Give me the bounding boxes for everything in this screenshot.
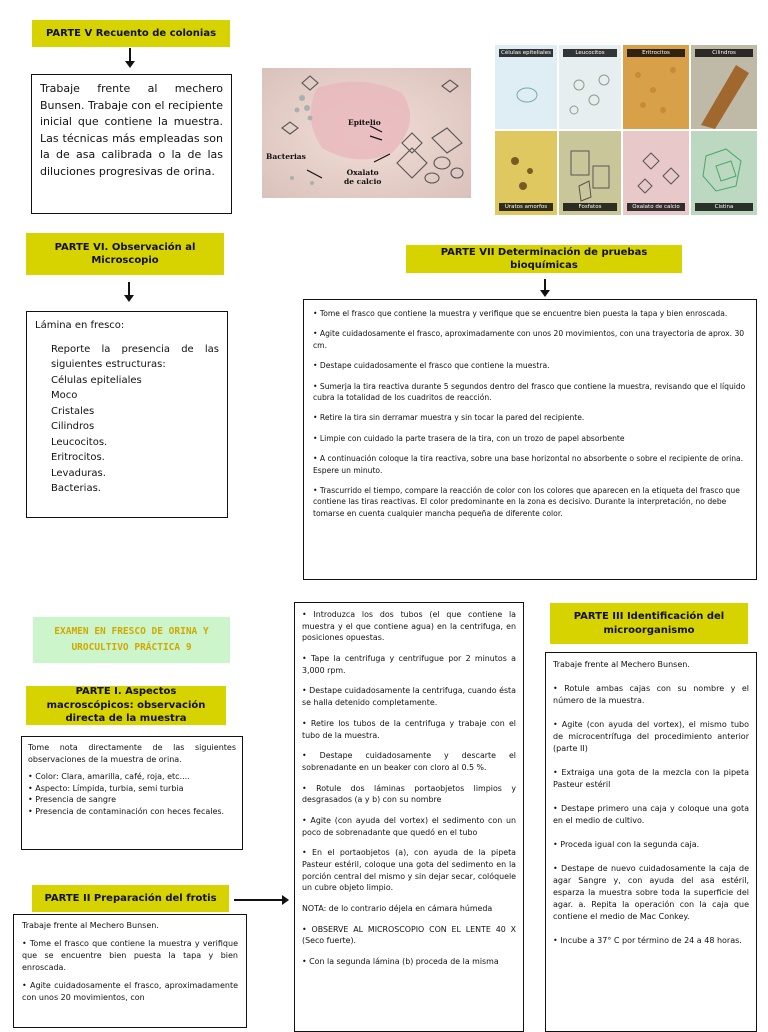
tile-label: Uratos amorfos: [499, 203, 553, 211]
list-item: Cristales: [51, 405, 95, 417]
arrow-down-icon: [544, 279, 546, 291]
parte6-list: [51, 373, 219, 497]
tile-leucocitos: [559, 45, 621, 129]
step: • OBSERVE AL MICROSCOPIO CON EL LENTE 40 X (Seco fuerte).: [302, 924, 516, 946]
epitelio-label: Epitelio: [348, 118, 381, 127]
parte7-box: [303, 299, 757, 580]
tile-cilindros: [691, 45, 757, 129]
step: • Con la segunda lámina (b) proceda de la misma: [302, 957, 499, 967]
step: • En el portaobjetos (a), con ayuda de la pipeta Pasteur estéril, coloque una gota del sedimento en la porción central del mismo y sin dejar secar, colóquele un cubre objeto limpio.: [302, 848, 516, 893]
urine-sediment-photo: [262, 68, 471, 198]
arrow-down-icon: [129, 48, 131, 62]
tile-grid: [495, 45, 757, 215]
parte6-header: PARTE VI. Observación al Microscopio: [26, 233, 224, 275]
parte1-header: PARTE I. Aspectos macroscópicos: observación directa de la muestra: [26, 686, 226, 725]
tile-label: Cilindros: [695, 49, 753, 57]
step: • Agite cuidadosamente el frasco, aproximadamente con unos 20 movimientos, con una trayectoria de aprox. 30 cm.: [313, 329, 745, 350]
parte1-box: [21, 736, 243, 850]
step: • Destape cuidadosamente el frasco que contiene la muestra.: [313, 361, 550, 371]
tile-label: Cistina: [695, 203, 753, 211]
tile-eritrocitos: [623, 45, 689, 129]
step: • Limpie con cuidado la parte trasera de la tira, con un trozo de papel absorbente: [313, 433, 625, 443]
step: • Destape de nuevo cuidadosamente la caja de agar Sangre y, con ayuda del asa estéril, esparza la muestra sobre toda la superficie del agar. a. Repita la operación con la caja que contiene el medio de Mac Conkey.: [553, 864, 749, 921]
cell-icon: [623, 45, 689, 129]
list-item: • Aspecto: Límpida, turbia, semi turbia: [28, 783, 184, 793]
list-item: Cilindros: [51, 421, 95, 432]
list-item: Levaduras.: [51, 467, 106, 479]
step: • Tape la centrifuga y centrifugue por 2 minutos a 3,000 rpm.: [302, 654, 516, 675]
parte6-lead: Reporte la presencia de las siguientes estructuras:: [51, 343, 219, 370]
step: • Extraiga una gota de la mezcla con la pipeta Pasteur estéril: [553, 768, 749, 789]
list-item: • Color: Clara, amarilla, café, roja, etc....: [28, 772, 190, 782]
tile-label: Oxalato de calcio: [627, 203, 685, 211]
cylinder-icon: [691, 45, 757, 129]
list-item: Bacterias.: [51, 483, 101, 494]
step: • A continuación coloque la tira reactiva, sobre una base horizontal no absorbente o sobre el recipiente de orina. Espere un minuto.: [313, 454, 744, 475]
list-item: Células epiteliales: [51, 374, 142, 386]
step: • Destape cuidadosamente y descarte el sobrenadante en un beaker con cloro al 0.5 %.: [302, 751, 516, 772]
tile-celulas-epiteliales: [495, 45, 557, 129]
middle-steps-box: [294, 602, 524, 1032]
list-item: • Presencia de sangre: [28, 795, 117, 805]
step: • Retire la tira sin derramar muestra y sin tocar la pared del recipiente.: [313, 413, 585, 423]
step: • Agite (con ayuda del vortex) el sedimento con un poco de sobrenadante que quedó en el tubo: [302, 815, 516, 837]
parte5-header: PARTE V Recuento de colonias: [32, 20, 230, 47]
list-item: Eritrocitos.: [51, 452, 105, 463]
list-item: Leucocitos.: [51, 436, 108, 448]
step: • Rotule ambas cajas con su nombre y el número de la muestra.: [553, 684, 749, 705]
parte6-intro: Lámina en fresco:: [35, 320, 125, 331]
tile-oxalato-de-calcio: [623, 131, 689, 215]
oxalato-label: Oxalato de calcio: [344, 168, 382, 186]
step: • Rotule dos láminas portaobjetos limpios y desgrasados (a y b) con su nombre: [302, 783, 516, 805]
step: • Proceda igual con la segunda caja.: [553, 840, 700, 849]
step: • Destape primero una caja y coloque una gota en el medio de cultivo.: [553, 804, 749, 825]
tile-label: Fosfatos: [563, 203, 617, 211]
step: • Tome el frasco que contiene la muestra y verifique que se encuentre bien puesta la tapa y bien enroscada.: [22, 939, 238, 972]
step: • Tome el frasco que contiene la muestra y verifique que se encuentre bien puesta la tapa y bien enroscada.: [313, 309, 728, 318]
arrow-down-icon: [128, 282, 130, 296]
step: • Retire los tubos de la centrifuga y trabaje con el tubo de la muestra.: [302, 718, 516, 740]
step: Trabaje frente al Mechero Bunsen.: [553, 660, 690, 669]
step: • Incube a 37° C por término de 24 a 48 horas.: [553, 936, 742, 945]
parte5-paragraph: Trabaje frente al mechero Bunsen. Trabaje con el recipiente inicial que contiene la muestra. Las técnicas más empleadas son la de asa calibrada o la de las diluciones progresivas de orina.: [40, 82, 223, 178]
step: • Sumerja la tira reactiva durante 5 segundos dentro del frasco que contiene la muestra, revisando que el líquido cubra la totalidad de los cuadritos de reacción.: [313, 381, 746, 402]
tile-cistina: [691, 131, 757, 215]
practice-title-text: EXAMEN EN FRESCO DE ORINA Y UROCULTIVO PRÁCTICA 9: [54, 625, 209, 653]
step: • Agite cuidadosamente el frasco, aproximadamente con unos 20 movimientos, con: [22, 981, 238, 1002]
parte5-text: [31, 74, 232, 214]
tile-label: Eritrocitos: [627, 49, 685, 57]
parte2-box: [13, 914, 247, 1028]
parte3-header: PARTE III Identificación del microorganismo: [550, 603, 748, 644]
list-item: • Presencia de contaminación con heces fecales.: [28, 806, 225, 816]
step: Trabaje frente al Mechero Bunsen.: [22, 921, 159, 930]
tile-label: Células epiteliales: [499, 49, 553, 57]
parte6-box: [26, 311, 228, 518]
parte2-header: PARTE II Preparación del frotis: [32, 885, 229, 912]
step: NOTA: de lo contrario déjela en cámara húmeda: [302, 904, 493, 914]
step: • Destape cuidadosamente la centrifuga, cuando ésta se halla detenido completamente.: [302, 686, 516, 708]
cell-icon: [559, 45, 621, 129]
bacterias-label: Bacterias: [266, 152, 306, 161]
practice-title: [33, 617, 230, 663]
step: • Trascurrido el tiempo, compare la reacción de color con los colores que aparecen en la etiqueta del frasco que contiene las tiras reactivas. El color predominante en la zona es decisivo. Durante la interpretación, no debe tomarse en cuenta cualquier mancha pequeña de diferente color.: [313, 485, 740, 518]
tile-fosfatos: [559, 131, 621, 215]
parte3-box: [545, 652, 757, 1032]
step: • Introduzca los dos tubos (el que contiene la muestra y el que contiene agua) en la centrifuga, en posiciones opuestas.: [302, 610, 516, 643]
arrow-right-icon: [234, 899, 282, 901]
step: • Agite (con ayuda del vortex), el mismo tubo de microcentrífuga del procedimiento anterior (parte II): [553, 720, 749, 753]
tile-uratos-amorfos: [495, 131, 557, 215]
list-item: Moco: [51, 390, 78, 401]
cell-icon: [495, 45, 557, 129]
parte7-header: PARTE VII Determinación de pruebas bioquímicas: [406, 245, 682, 273]
parte1-intro: Tome nota directamente de las siguientes observaciones de la muestra de orina.: [28, 743, 236, 764]
tile-label: Leucocitos: [563, 49, 617, 57]
